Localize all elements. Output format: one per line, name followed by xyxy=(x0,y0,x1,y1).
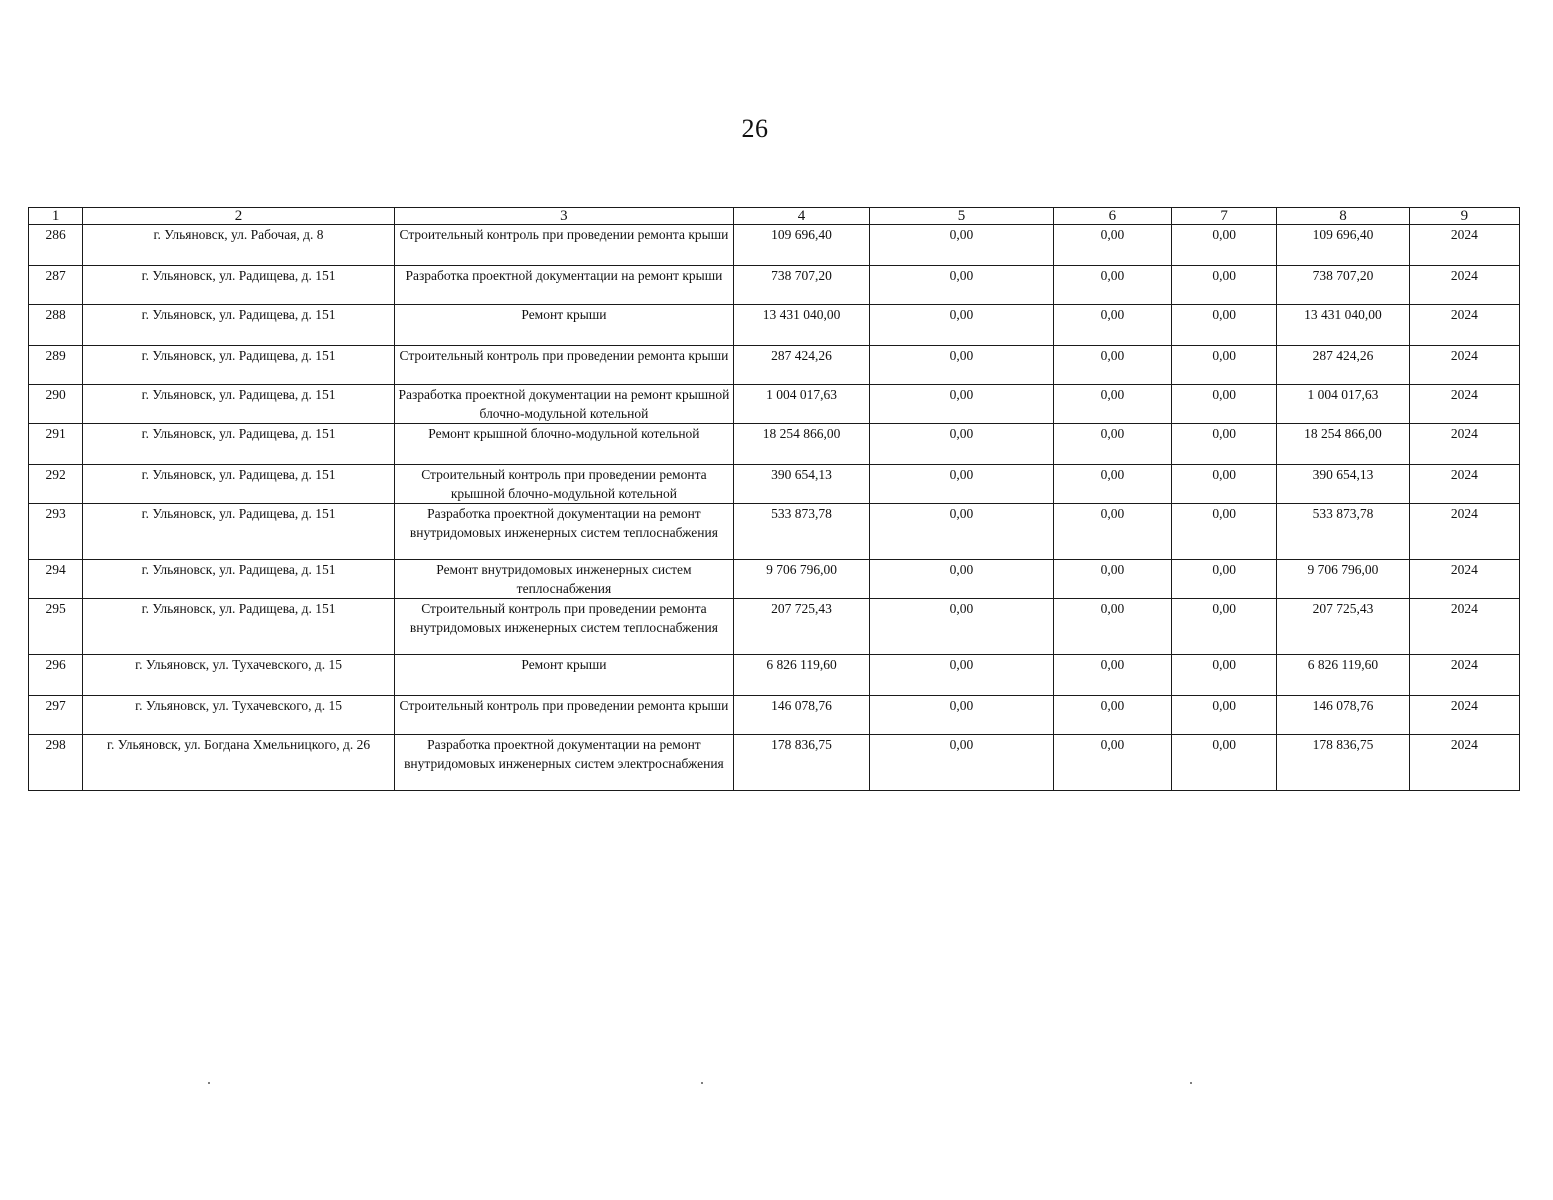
work-type-cell: Строительный контроль при проведении ремонта крыши xyxy=(394,696,733,735)
year-cell: 2024 xyxy=(1409,266,1519,305)
amount-col7: 0,00 xyxy=(1172,504,1277,560)
year-cell: 2024 xyxy=(1409,346,1519,385)
amount-col8: 146 078,76 xyxy=(1277,696,1409,735)
row-number: 286 xyxy=(29,225,83,266)
amount-col6: 0,00 xyxy=(1053,599,1171,655)
amount-col7: 0,00 xyxy=(1172,599,1277,655)
amount-col8: 533 873,78 xyxy=(1277,504,1409,560)
work-type-cell: Строительный контроль при проведении ремонта крыши xyxy=(394,346,733,385)
amount-col8: 738 707,20 xyxy=(1277,266,1409,305)
amount-col8: 13 431 040,00 xyxy=(1277,305,1409,346)
work-type-cell: Разработка проектной документации на ремонт внутридомовых инженерных систем теплоснабжения xyxy=(394,504,733,560)
table-row xyxy=(29,504,1520,560)
work-type-cell: Строительный контроль при проведении ремонта крыши xyxy=(394,225,733,266)
amount-col5: 0,00 xyxy=(870,465,1053,504)
year-cell: 2024 xyxy=(1409,225,1519,266)
table-row xyxy=(29,696,1520,735)
amount-col5: 0,00 xyxy=(870,696,1053,735)
amount-col7: 0,00 xyxy=(1172,305,1277,346)
amount-col4: 533 873,78 xyxy=(733,504,869,560)
row-number: 287 xyxy=(29,266,83,305)
table-row xyxy=(29,266,1520,305)
table-row xyxy=(29,225,1520,266)
amount-col8: 109 696,40 xyxy=(1277,225,1409,266)
amount-col6: 0,00 xyxy=(1053,504,1171,560)
year-cell: 2024 xyxy=(1409,424,1519,465)
amount-col7: 0,00 xyxy=(1172,225,1277,266)
amount-col8: 178 836,75 xyxy=(1277,735,1409,791)
amount-col4: 109 696,40 xyxy=(733,225,869,266)
table-row xyxy=(29,599,1520,655)
amount-col7: 0,00 xyxy=(1172,735,1277,791)
amount-col7: 0,00 xyxy=(1172,266,1277,305)
amount-col6: 0,00 xyxy=(1053,266,1171,305)
work-type-cell: Разработка проектной документации на ремонт крыши xyxy=(394,266,733,305)
amount-col6: 0,00 xyxy=(1053,696,1171,735)
row-number: 292 xyxy=(29,465,83,504)
amount-col5: 0,00 xyxy=(870,735,1053,791)
amount-col5: 0,00 xyxy=(870,424,1053,465)
year-cell: 2024 xyxy=(1409,560,1519,599)
amount-col5: 0,00 xyxy=(870,385,1053,424)
year-cell: 2024 xyxy=(1409,465,1519,504)
row-number: 298 xyxy=(29,735,83,791)
column-header: 6 xyxy=(1053,208,1171,225)
scan-dot xyxy=(208,1082,210,1084)
scan-dot xyxy=(701,1082,703,1084)
amount-col6: 0,00 xyxy=(1053,305,1171,346)
amount-col4: 9 706 796,00 xyxy=(733,560,869,599)
year-cell: 2024 xyxy=(1409,504,1519,560)
address-cell: г. Ульяновск, ул. Радищева, д. 151 xyxy=(83,560,395,599)
amount-col8: 287 424,26 xyxy=(1277,346,1409,385)
amount-col6: 0,00 xyxy=(1053,385,1171,424)
amount-col7: 0,00 xyxy=(1172,696,1277,735)
address-cell: г. Ульяновск, ул. Радищева, д. 151 xyxy=(83,599,395,655)
amount-col7: 0,00 xyxy=(1172,655,1277,696)
column-header: 3 xyxy=(394,208,733,225)
amount-col6: 0,00 xyxy=(1053,560,1171,599)
table-row xyxy=(29,424,1520,465)
address-cell: г. Ульяновск, ул. Радищева, д. 151 xyxy=(83,305,395,346)
column-header: 5 xyxy=(870,208,1053,225)
amount-col4: 146 078,76 xyxy=(733,696,869,735)
year-cell: 2024 xyxy=(1409,696,1519,735)
row-number: 293 xyxy=(29,504,83,560)
address-cell: г. Ульяновск, ул. Радищева, д. 151 xyxy=(83,266,395,305)
address-cell: г. Ульяновск, ул. Рабочая, д. 8 xyxy=(83,225,395,266)
amount-col8: 9 706 796,00 xyxy=(1277,560,1409,599)
page-number: 26 xyxy=(741,114,769,143)
year-cell: 2024 xyxy=(1409,385,1519,424)
row-number: 289 xyxy=(29,346,83,385)
amount-col5: 0,00 xyxy=(870,560,1053,599)
table-row xyxy=(29,305,1520,346)
amount-col8: 6 826 119,60 xyxy=(1277,655,1409,696)
amount-col4: 178 836,75 xyxy=(733,735,869,791)
work-type-cell: Ремонт крыши xyxy=(394,655,733,696)
row-number: 288 xyxy=(29,305,83,346)
amount-col8: 18 254 866,00 xyxy=(1277,424,1409,465)
amount-col7: 0,00 xyxy=(1172,424,1277,465)
amount-col4: 1 004 017,63 xyxy=(733,385,869,424)
row-number: 290 xyxy=(29,385,83,424)
header-row xyxy=(29,208,1520,225)
row-number: 296 xyxy=(29,655,83,696)
amount-col4: 18 254 866,00 xyxy=(733,424,869,465)
address-cell: г. Ульяновск, ул. Радищева, д. 151 xyxy=(83,385,395,424)
amount-col6: 0,00 xyxy=(1053,346,1171,385)
column-header: 7 xyxy=(1172,208,1277,225)
table-row xyxy=(29,385,1520,424)
amount-col5: 0,00 xyxy=(870,225,1053,266)
work-type-cell: Строительный контроль при проведении ремонта внутридомовых инженерных систем теплоснабжения xyxy=(394,599,733,655)
year-cell: 2024 xyxy=(1409,599,1519,655)
table-row xyxy=(29,735,1520,791)
address-cell: г. Ульяновск, ул. Радищева, д. 151 xyxy=(83,346,395,385)
amount-col5: 0,00 xyxy=(870,655,1053,696)
column-header: 9 xyxy=(1409,208,1519,225)
amount-col6: 0,00 xyxy=(1053,735,1171,791)
year-cell: 2024 xyxy=(1409,655,1519,696)
amount-col4: 390 654,13 xyxy=(733,465,869,504)
address-cell: г. Ульяновск, ул. Тухачевского, д. 15 xyxy=(83,655,395,696)
column-header: 1 xyxy=(29,208,83,225)
work-type-cell: Ремонт крышной блочно-модульной котельной xyxy=(394,424,733,465)
table-row xyxy=(29,655,1520,696)
repair-schedule-table xyxy=(28,207,1520,791)
amount-col4: 207 725,43 xyxy=(733,599,869,655)
year-cell: 2024 xyxy=(1409,735,1519,791)
amount-col4: 6 826 119,60 xyxy=(733,655,869,696)
row-number: 297 xyxy=(29,696,83,735)
address-cell: г. Ульяновск, ул. Радищева, д. 151 xyxy=(83,465,395,504)
table-row xyxy=(29,465,1520,504)
amount-col6: 0,00 xyxy=(1053,225,1171,266)
work-type-cell: Ремонт внутридомовых инженерных систем теплоснабжения xyxy=(394,560,733,599)
work-type-cell: Ремонт крыши xyxy=(394,305,733,346)
scan-dot xyxy=(1190,1082,1192,1084)
address-cell: г. Ульяновск, ул. Богдана Хмельницкого, д. 26 xyxy=(83,735,395,791)
row-number: 295 xyxy=(29,599,83,655)
amount-col5: 0,00 xyxy=(870,599,1053,655)
amount-col8: 390 654,13 xyxy=(1277,465,1409,504)
amount-col6: 0,00 xyxy=(1053,465,1171,504)
work-type-cell: Разработка проектной документации на ремонт внутридомовых инженерных систем электроснабжения xyxy=(394,735,733,791)
amount-col7: 0,00 xyxy=(1172,385,1277,424)
table-row xyxy=(29,346,1520,385)
amount-col7: 0,00 xyxy=(1172,560,1277,599)
address-cell: г. Ульяновск, ул. Тухачевского, д. 15 xyxy=(83,696,395,735)
amount-col4: 13 431 040,00 xyxy=(733,305,869,346)
amount-col5: 0,00 xyxy=(870,266,1053,305)
address-cell: г. Ульяновск, ул. Радищева, д. 151 xyxy=(83,424,395,465)
address-cell: г. Ульяновск, ул. Радищева, д. 151 xyxy=(83,504,395,560)
column-header: 8 xyxy=(1277,208,1409,225)
amount-col4: 287 424,26 xyxy=(733,346,869,385)
amount-col6: 0,00 xyxy=(1053,424,1171,465)
year-cell: 2024 xyxy=(1409,305,1519,346)
column-header: 4 xyxy=(733,208,869,225)
amount-col5: 0,00 xyxy=(870,346,1053,385)
amount-col8: 207 725,43 xyxy=(1277,599,1409,655)
amount-col7: 0,00 xyxy=(1172,465,1277,504)
work-type-cell: Строительный контроль при проведении ремонта крышной блочно-модульной котельной xyxy=(394,465,733,504)
amount-col6: 0,00 xyxy=(1053,655,1171,696)
work-type-cell: Разработка проектной документации на ремонт крышной блочно-модульной котельной xyxy=(394,385,733,424)
row-number: 291 xyxy=(29,424,83,465)
amount-col4: 738 707,20 xyxy=(733,266,869,305)
amount-col7: 0,00 xyxy=(1172,346,1277,385)
row-number: 294 xyxy=(29,560,83,599)
amount-col5: 0,00 xyxy=(870,305,1053,346)
column-header: 2 xyxy=(83,208,395,225)
amount-col5: 0,00 xyxy=(870,504,1053,560)
amount-col8: 1 004 017,63 xyxy=(1277,385,1409,424)
table-row xyxy=(29,560,1520,599)
